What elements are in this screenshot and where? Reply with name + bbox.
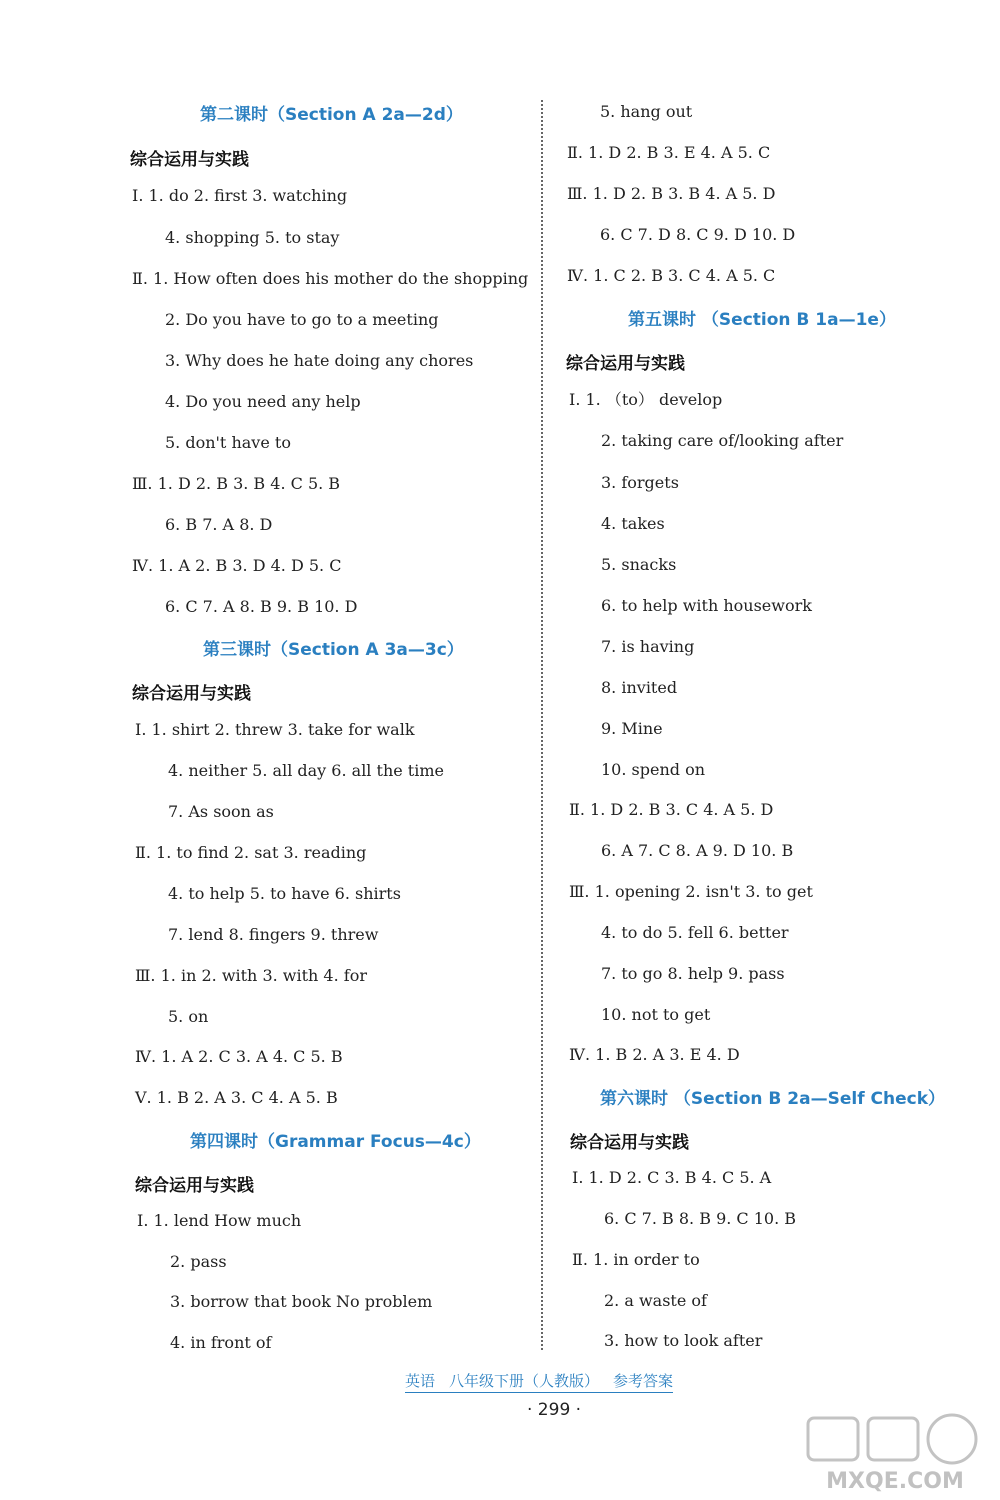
answer-line: Ⅰ. 1. （to） develop <box>569 390 723 409</box>
answer-line: Ⅴ. 1. B 2. A 3. C 4. A 5. B <box>135 1088 338 1107</box>
answer-line: Ⅱ. 1. How often does his mother do the shopping <box>132 269 529 288</box>
answer-line: 6. C 7. A 8. B 9. B 10. D <box>165 597 358 616</box>
answer-line: 3. borrow that book No problem <box>170 1292 433 1311</box>
answer-line: 4. in front of <box>170 1333 272 1352</box>
answer-line: Ⅲ. 1. in 2. with 3. with 4. for <box>135 966 367 985</box>
section-heading: 第二课时（Section A 2a—2d） <box>200 105 463 125</box>
watermark-text: MXQE.COM <box>826 1469 964 1494</box>
answer-line: 4. neither 5. all day 6. all the time <box>168 761 444 780</box>
answer-line: 8. invited <box>601 678 678 697</box>
answer-line: 5. don't have to <box>165 433 291 452</box>
footer-grade: 八年级下册（人教版） <box>449 1372 600 1390</box>
answer-line: Ⅳ. 1. A 2. C 3. A 4. C 5. B <box>135 1047 343 1066</box>
answer-line: 3. Why does he hate doing any chores <box>165 351 474 370</box>
answer-line: 7. As soon as <box>168 802 274 821</box>
answer-line: Ⅲ. 1. D 2. B 3. B 4. A 5. D <box>567 184 776 203</box>
answer-line: 3. how to look after <box>604 1331 763 1350</box>
answer-line: Ⅰ. 1. D 2. C 3. B 4. C 5. A <box>572 1168 772 1187</box>
section-heading: 第三课时（Section A 3a—3c） <box>203 640 464 660</box>
answer-line: 4. takes <box>601 514 665 533</box>
footer-label: 参考答案 <box>613 1372 674 1390</box>
answer-line: 9. Mine <box>601 719 663 738</box>
section-heading: 第五课时 （Section B 1a—1e） <box>628 310 896 330</box>
answer-line: 2. Do you have to go to a meeting <box>165 310 439 329</box>
page-number: · 299 · <box>527 1400 582 1420</box>
answer-line: 6. C 7. B 8. B 9. C 10. B <box>604 1209 797 1228</box>
answer-line: 10. not to get <box>601 1005 711 1024</box>
subsection-heading: 综合运用与实践 <box>132 684 251 704</box>
footer-subject: 英语 <box>405 1372 436 1390</box>
answer-line: 6. A 7. C 8. A 9. D 10. B <box>601 841 794 860</box>
answer-line: 2. pass <box>170 1252 227 1271</box>
answer-line: 2. taking care of/looking after <box>601 431 844 450</box>
answer-line: 7. lend 8. fingers 9. threw <box>168 925 379 944</box>
answer-line: Ⅰ. 1. shirt 2. threw 3. take for walk <box>135 720 415 739</box>
answer-line: 4. to do 5. fell 6. better <box>601 923 789 942</box>
answer-line: 7. to go 8. help 9. pass <box>601 964 785 983</box>
answer-line: Ⅰ. 1. do 2. first 3. watching <box>132 186 348 205</box>
answer-line: Ⅰ. 1. lend How much <box>137 1211 302 1230</box>
section-heading: 第六课时 （Section B 2a—Self Check） <box>600 1089 946 1109</box>
answer-line: Ⅱ. 1. D 2. B 3. E 4. A 5. C <box>567 143 771 162</box>
answer-line: 6. to help with housework <box>601 596 812 615</box>
column-divider <box>541 100 543 1350</box>
subsection-heading: 综合运用与实践 <box>130 150 249 170</box>
answer-line: Ⅳ. 1. C 2. B 3. C 4. A 5. C <box>567 266 776 285</box>
page-footer <box>405 1370 673 1393</box>
answer-line: 5. hang out <box>600 102 693 121</box>
section-heading: 第四课时（Grammar Focus—4c） <box>190 1132 481 1152</box>
subsection-heading: 综合运用与实践 <box>570 1133 689 1153</box>
watermark-logo <box>800 1410 990 1495</box>
answer-line: 5. snacks <box>601 555 677 574</box>
answer-line: 10. spend on <box>601 760 706 779</box>
answer-line: Ⅱ. 1. to find 2. sat 3. reading <box>135 843 367 862</box>
answer-line: 6. B 7. A 8. D <box>165 515 273 534</box>
answer-line: Ⅲ. 1. opening 2. isn't 3. to get <box>569 882 813 901</box>
answer-line: 5. on <box>168 1007 209 1026</box>
answer-line: 3. forgets <box>601 473 679 492</box>
subsection-heading: 综合运用与实践 <box>566 354 685 374</box>
answer-line: Ⅲ. 1. D 2. B 3. B 4. C 5. B <box>132 474 341 493</box>
answer-line: 6. C 7. D 8. C 9. D 10. D <box>600 225 796 244</box>
answer-line: 4. shopping 5. to stay <box>165 228 340 247</box>
answer-line: 7. is having <box>601 637 695 656</box>
subsection-heading: 综合运用与实践 <box>135 1176 254 1196</box>
answer-line: Ⅳ. 1. A 2. B 3. D 4. D 5. C <box>132 556 342 575</box>
answer-line: Ⅱ. 1. in order to <box>572 1250 700 1269</box>
answer-line: Ⅱ. 1. D 2. B 3. C 4. A 5. D <box>569 800 774 819</box>
answer-line: 4. to help 5. to have 6. shirts <box>168 884 401 903</box>
answer-line: Ⅳ. 1. B 2. A 3. E 4. D <box>569 1045 740 1064</box>
answer-line: 2. a waste of <box>604 1291 707 1310</box>
answer-line: 4. Do you need any help <box>165 392 361 411</box>
